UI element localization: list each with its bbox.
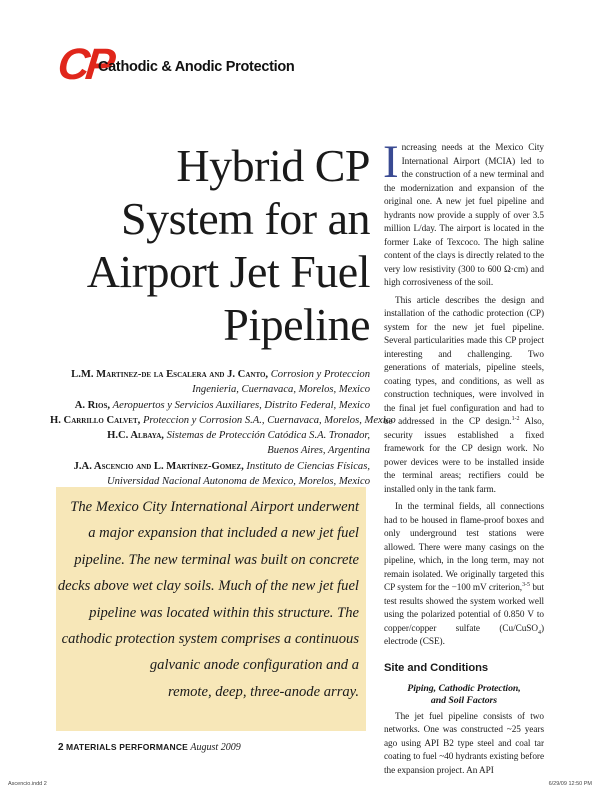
abstract-line: pipeline was located within this structure. The bbox=[89, 604, 359, 621]
author-affiliation: Proteccion y Corrosion S.A., Cuernavaca, Morelos, Mexico bbox=[142, 414, 396, 426]
paragraph-text: ncreasing needs at the Mexico City International Airport (MCIA) led to the construction of a new terminal and the modernization and expansion of the original one. A new jet fuel pipeline and hydrants now provide a supply of over 3.5 million L/day. The airport is located in the former Lake of Texcoco. The high saline content of the clays is directly related to the very low resistivity (300 to 600 Ω·cm) and high corrosiveness of the soil. bbox=[384, 143, 544, 288]
title-line: Pipeline bbox=[223, 299, 370, 350]
author-affiliation: Corrosion y Proteccion bbox=[270, 369, 370, 380]
abstract-line: galvanic anode configuration and a bbox=[149, 657, 359, 674]
paragraph-text: Also, security issues established a fixed framework for the CP design work. No power devices were to be installed inside the terminal areas; rectifiers could be installed only in the tank farm. bbox=[384, 417, 544, 495]
author-row bbox=[50, 367, 370, 382]
section-title: Cathodic & Anodic Protection bbox=[98, 59, 295, 75]
paragraph-text: The jet fuel pipeline consists of two networks. One was constructed ~25 years ago using API B2 type steel and coal tar coating to fuel ~40 hydrants existing before the expansion project. An API bbox=[384, 711, 544, 776]
cp-logo: CP bbox=[55, 40, 114, 89]
section-heading: Site and Conditions bbox=[384, 661, 489, 674]
subheading-line: Piping, Cathodic Protection, bbox=[407, 682, 521, 694]
abstract-text bbox=[56, 494, 359, 705]
print-slug-timestamp: 6/29/09 12:50 PM bbox=[548, 781, 592, 787]
reference-marker: 1-2 bbox=[511, 415, 520, 422]
title-line: Airport Jet Fuel bbox=[86, 246, 370, 297]
author-affiliation: Instituto de Ciencias Físicas, bbox=[246, 460, 370, 472]
paragraph-text: but test results showed the system worked well using the polarized potential of 0.850 V to copper/copper sulfate (Cu/CuSO bbox=[384, 583, 544, 634]
body-paragraph bbox=[384, 711, 544, 779]
title-line: System for an bbox=[120, 193, 370, 244]
reference-marker: 3-5 bbox=[522, 581, 530, 588]
author-affiliation: Sistemas de Protección Catódica S.A. Tronador, bbox=[166, 430, 370, 442]
author-affiliation: Aeropuertos y Servicios Auxiliares, Distrito Federal, Mexico bbox=[112, 399, 370, 411]
author-row bbox=[50, 398, 370, 413]
page-number: 2 bbox=[58, 742, 64, 753]
author-name: H.C. Albaya, bbox=[107, 430, 164, 442]
author-affiliation: Universidad Nacional Autonoma de Mexico, Morelos, Mexico bbox=[106, 476, 370, 488]
paragraph-text: ) electrode (CSE). bbox=[384, 623, 544, 647]
body-paragraph bbox=[384, 295, 544, 498]
paragraph-text: In the terminal fields, all connections had to be housed in flame-proof boxes and only underground test stations were allowed. There were many casings on the pipeline, which, in the long term, may not remain isolated. We originally targeted this CP system for the −100 mV criterion, bbox=[384, 502, 544, 593]
author-affiliation: Ingenieria, Cuernavaca, Morelos, Mexico bbox=[192, 384, 370, 396]
abstract-line: pipeline. The new terminal was built on concrete bbox=[74, 551, 359, 568]
body-paragraph bbox=[383, 136, 544, 291]
abstract-line: decks above wet clay soils. Much of the new jet fuel bbox=[57, 578, 359, 595]
author-list bbox=[50, 367, 396, 489]
article-title bbox=[80, 139, 370, 351]
author-name: A. Rios, bbox=[74, 399, 110, 411]
author-row bbox=[50, 443, 370, 458]
abstract-line: cathodic protection system comprises a continuous bbox=[61, 631, 359, 648]
print-slug-filename: Ascencio.indd 2 bbox=[8, 781, 47, 787]
subscript: 4 bbox=[538, 629, 541, 636]
body-paragraph bbox=[384, 501, 544, 650]
abstract-box bbox=[56, 487, 366, 731]
drop-cap: I bbox=[383, 136, 399, 188]
subsection-heading bbox=[384, 683, 544, 708]
author-name: H. Carrillo Calvet, bbox=[50, 414, 141, 426]
abstract-line: The Mexico City International Airport underwent bbox=[70, 499, 359, 515]
issue-date: August 2009 bbox=[190, 742, 241, 753]
author-row bbox=[50, 413, 396, 428]
author-row bbox=[50, 459, 370, 474]
section-header bbox=[55, 40, 318, 89]
author-row bbox=[50, 428, 370, 443]
page-footer bbox=[58, 742, 241, 753]
author-row bbox=[50, 382, 370, 397]
body-column bbox=[383, 136, 544, 778]
author-name: J.A. Ascencio and L. Martínez-Gomez, bbox=[73, 460, 244, 472]
magazine-name: MATERIALS PERFORMANCE bbox=[65, 742, 189, 752]
subheading-line: and Soil Factors bbox=[430, 695, 498, 706]
abstract-line: remote, deep, three-anode array. bbox=[167, 683, 359, 700]
paragraph-text: This article describes the design and installation of the cathodic protection (CP) system for the new jet fuel pipeline. Several particularities made this CP project interesting and challenging. Two generations of materials, pipeline steels, coating types, and conditions, as well as construction techniques, were involved in the final jet fuel configuration and had to be addressed in the CP design. bbox=[384, 295, 544, 427]
author-affiliation: Buenos Aires, Argentina bbox=[267, 445, 370, 457]
title-line: Hybrid CP bbox=[176, 140, 370, 191]
abstract-line: a major expansion that included a new jet fuel bbox=[88, 525, 359, 542]
author-name: L.M. Martinez-de la Escalera and J. Canto, bbox=[71, 369, 269, 380]
